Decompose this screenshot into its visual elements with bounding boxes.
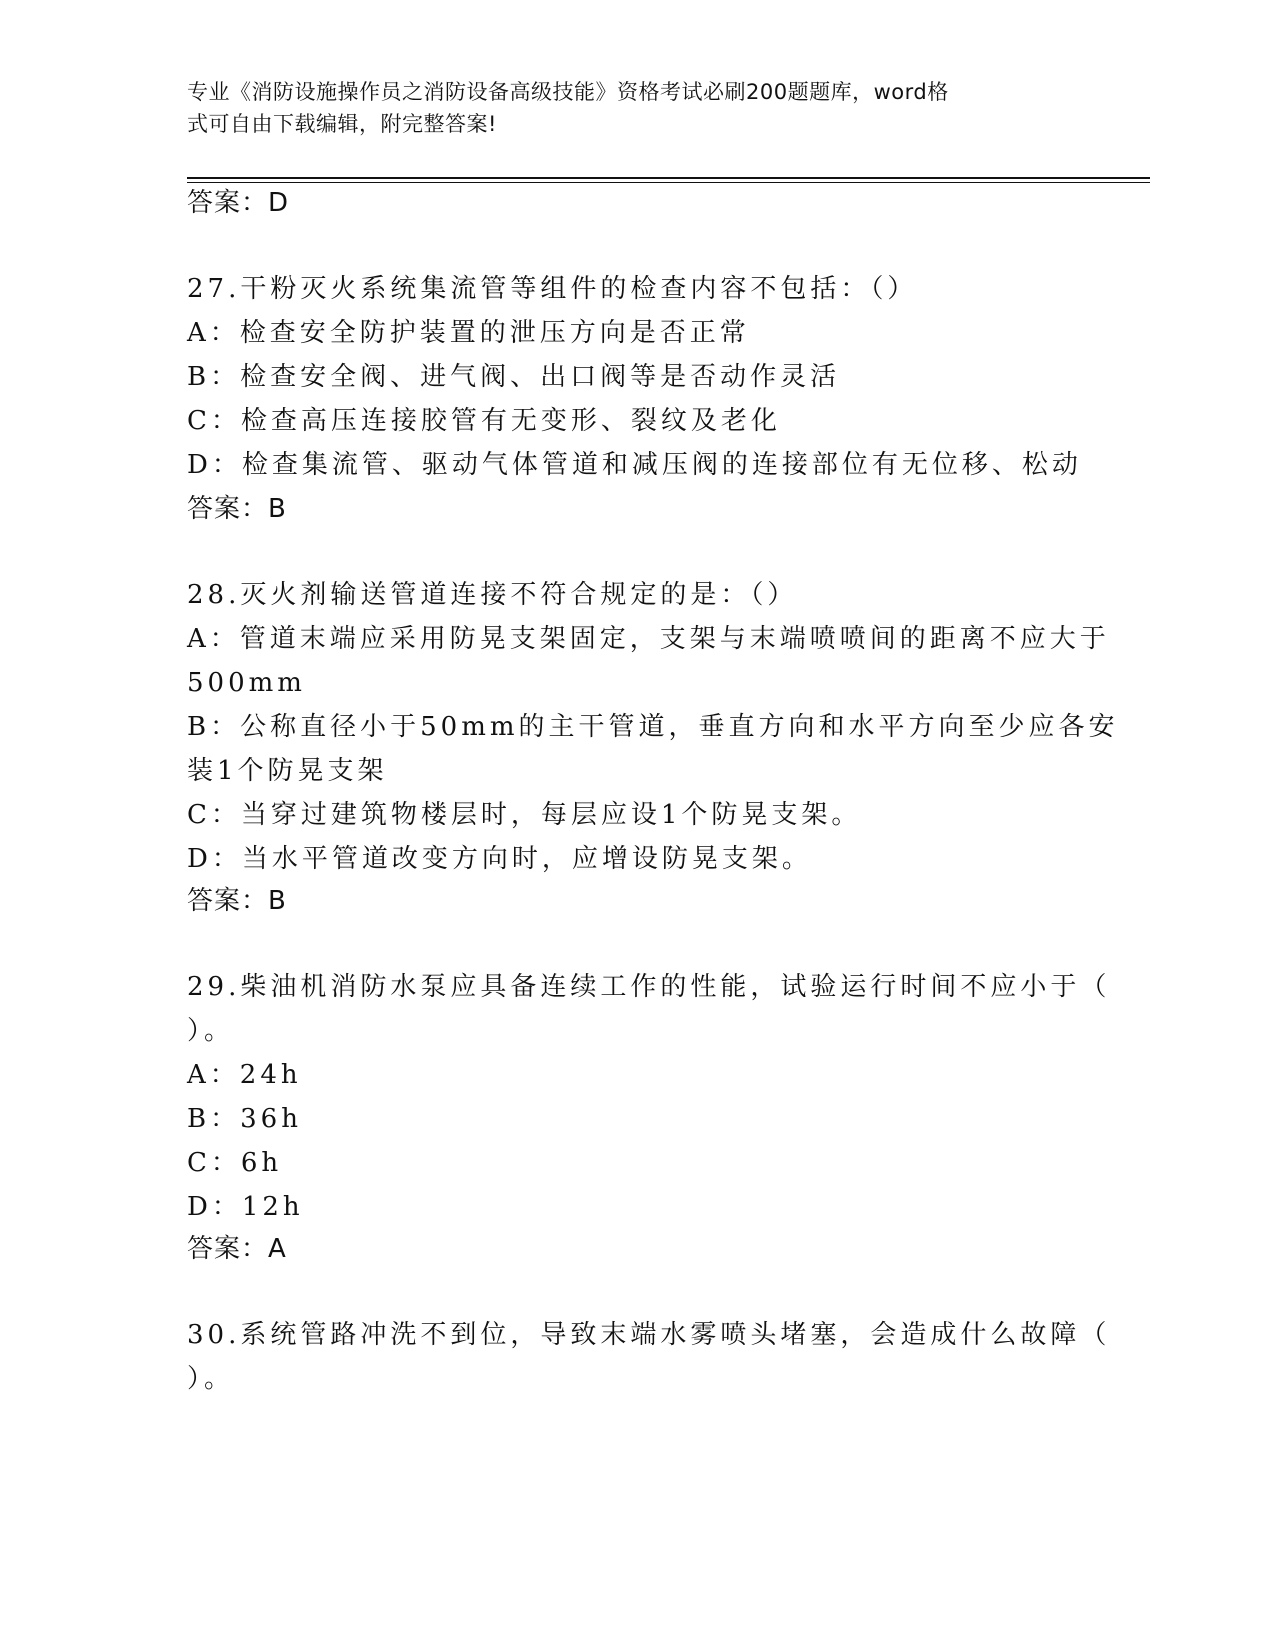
question-27-option-d: D：检查集流管、驱动气体管道和减压阀的连接部位有无位移、松动 xyxy=(187,450,1082,480)
question-28-option-a-cont: 500mm xyxy=(187,668,306,698)
header-rule-thin xyxy=(187,182,1150,183)
answer-27: 答案：B xyxy=(187,494,287,524)
question-29-option-d: D：12h xyxy=(187,1192,304,1222)
document-header xyxy=(187,76,1067,140)
question-29-option-b: B：36h xyxy=(187,1104,302,1134)
header-rule-thick xyxy=(187,177,1150,179)
answer-29: 答案：A xyxy=(187,1234,287,1264)
question-27-stem: 27.干粉灭火系统集流管等组件的检查内容不包括：（） xyxy=(187,274,918,304)
question-28-stem: 28.灭火剂输送管道连接不符合规定的是：（） xyxy=(187,580,798,610)
question-28-option-b: B：公称直径小于50mm的主干管道，垂直方向和水平方向至少应各安 xyxy=(187,712,1119,742)
question-30-stem-cont: ）。 xyxy=(187,1364,235,1394)
question-29-option-c: C：6h xyxy=(187,1148,283,1178)
question-27-option-a: A：检查安全防护装置的泄压方向是否正常 xyxy=(187,318,750,348)
question-27-option-c: C：检查高压连接胶管有无变形、裂纹及老化 xyxy=(187,406,781,436)
question-28-option-a: A：管道末端应采用防晃支架固定，支架与末端喷喷间的距离不应大于 xyxy=(187,624,1110,654)
answer-26: 答案：D xyxy=(187,188,290,218)
question-29-stem-cont: ）。 xyxy=(187,1016,235,1046)
header-line-1: 专业《消防设施操作员之消防设备高级技能》资格考试必刷200题题库，word格 xyxy=(187,80,949,104)
question-28-option-b-cont: 装1个防晃支架 xyxy=(187,756,388,786)
question-28-option-d: D：当水平管道改变方向时，应增设防晃支架。 xyxy=(187,844,812,874)
question-27-option-b: B：检查安全阀、进气阀、出口阀等是否动作灵活 xyxy=(187,362,841,392)
header-line-2: 式可自由下载编辑，附完整答案! xyxy=(187,112,497,136)
answer-28: 答案：B xyxy=(187,886,287,916)
question-29-option-a: A：24h xyxy=(187,1060,302,1090)
question-29-stem: 29.柴油机消防水泵应具备连续工作的性能，试验运行时间不应小于（ xyxy=(187,972,1111,1002)
question-28-option-c: C：当穿过建筑物楼层时，每层应设1个防晃支架。 xyxy=(187,800,862,830)
question-30-stem: 30.系统管路冲洗不到位，导致末端水雾喷头堵塞，会造成什么故障（ xyxy=(187,1320,1111,1350)
